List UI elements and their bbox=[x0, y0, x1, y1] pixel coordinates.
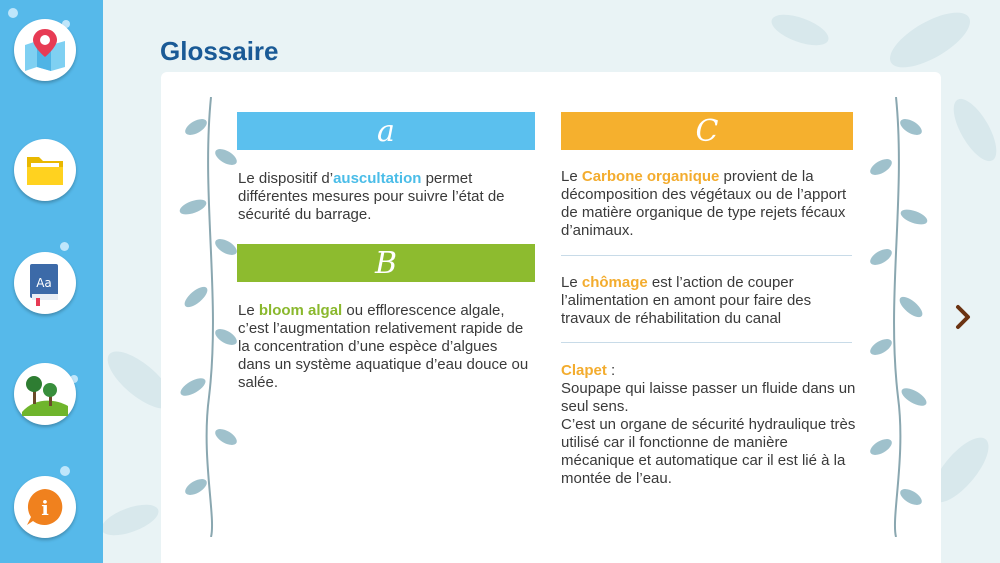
info-icon bbox=[25, 487, 65, 527]
term-carbone-organique: Carbone organique bbox=[581, 168, 720, 185]
bubble-decoration bbox=[8, 8, 18, 18]
map-pin-icon bbox=[21, 27, 69, 73]
entry-text: ou efflorescence algale, c’est l’augmentation relativement rapide de la concentration d’une espèce d’algues dans un système aquatique d’eau douce ou salée. bbox=[238, 302, 529, 391]
landscape-button[interactable] bbox=[14, 363, 76, 425]
entry-text: provient de la décomposition des végétaux ou de l’apport de matière organique de type rejets fécaux d’animaux. bbox=[561, 168, 847, 239]
term-clapet: Clapet bbox=[561, 362, 607, 379]
section-header-c bbox=[561, 112, 853, 150]
entry-bloom-algal bbox=[238, 302, 534, 392]
section-letter-c: C bbox=[695, 113, 719, 149]
sidebar bbox=[0, 0, 103, 563]
bubble-decoration bbox=[60, 242, 69, 251]
entry-line: Soupape qui laisse passer un fluide dans un seul sens. bbox=[561, 380, 856, 415]
folder-icon bbox=[25, 153, 65, 187]
chevron-right-icon bbox=[954, 304, 972, 330]
section-letter-b: B bbox=[374, 245, 398, 281]
section-header-a bbox=[237, 112, 535, 150]
tree-landscape-icon bbox=[20, 372, 70, 416]
entry-text: Le bbox=[238, 302, 259, 319]
entry-text: Le bbox=[561, 274, 582, 291]
section-header-b bbox=[237, 244, 535, 282]
entry-carbone-organique bbox=[561, 168, 851, 240]
entry-clapet bbox=[561, 362, 861, 488]
entry-text: est l’action de couper l’alimentation en amont pour faire des travaux de réhabilitation du canal bbox=[561, 274, 812, 327]
leaf-garland-left bbox=[171, 97, 241, 537]
entry-text: Le dispositif d’ bbox=[238, 170, 334, 187]
divider bbox=[561, 255, 852, 256]
entry-text: Le bbox=[561, 168, 582, 185]
folder-button[interactable] bbox=[14, 139, 76, 201]
map-button[interactable] bbox=[14, 19, 76, 81]
term-auscultation: auscultation bbox=[333, 170, 422, 187]
leaf-garland-right bbox=[866, 97, 936, 537]
glossary-button[interactable] bbox=[14, 252, 76, 314]
book-label: Aa bbox=[36, 276, 52, 290]
glossary-card bbox=[161, 72, 941, 563]
entry-auscultation bbox=[238, 170, 528, 224]
info-label: i bbox=[41, 496, 49, 520]
section-letter-a: a bbox=[377, 113, 395, 149]
dictionary-book-icon bbox=[26, 260, 64, 306]
divider bbox=[561, 342, 852, 343]
entry-line: C’est un organe de sécurité hydraulique très utilisé car il fonctionne de manière mécanique et automatique car il est lié à la montée de l’eau. bbox=[561, 416, 856, 487]
info-button[interactable] bbox=[14, 476, 76, 538]
bubble-decoration bbox=[60, 466, 70, 476]
term-chomage: chômage bbox=[581, 274, 648, 291]
entry-text: permet différentes mesures pour suivre l’état de sécurité du barrage. bbox=[238, 170, 505, 223]
term-bloom-algal: bloom algal bbox=[258, 302, 343, 319]
entry-text: : bbox=[606, 362, 616, 379]
entry-chomage bbox=[561, 274, 851, 328]
next-page-button[interactable] bbox=[950, 302, 976, 332]
page-title: Glossaire bbox=[160, 36, 279, 66]
